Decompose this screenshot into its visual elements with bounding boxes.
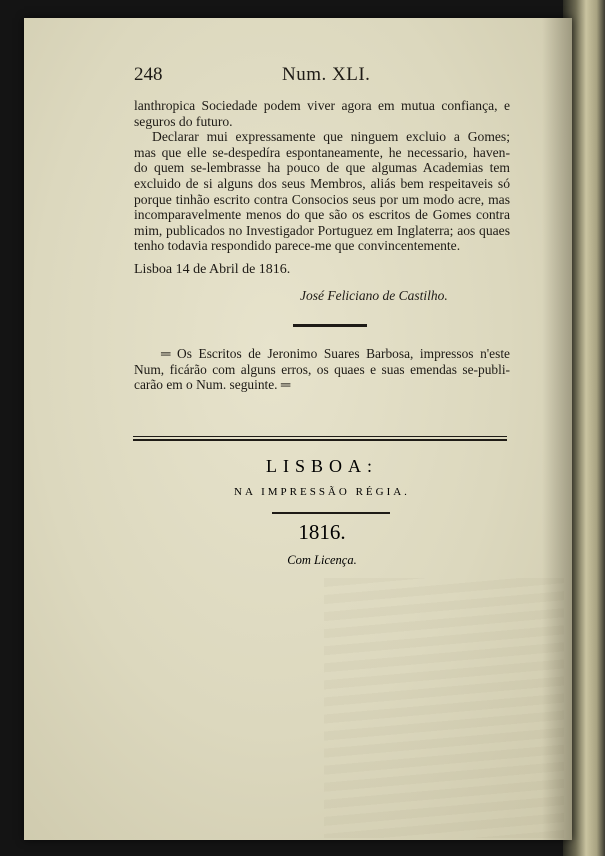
imprint-city: LISBOA: [265,456,378,476]
imprint-rule [272,512,390,514]
imprint-year: 1816. [298,520,346,544]
running-head: Num. XLI. [282,64,371,85]
body-text [134,98,510,254]
body-line: mim, publicados no Investigador Portuguez em Inglaterra; aos quaes [134,222,510,238]
note-line: Num, ficárão com alguns erros, os quaes e suas emendas se-publi- [134,361,510,377]
dateline: Lisboa 14 de Abril de 1816. [134,262,291,277]
double-rule-divider [133,436,507,441]
note-line: carão em o Num. seguinte. ═ [134,377,291,393]
imprint-license: Com Licença. [287,553,357,567]
page-number: 248 [134,64,163,85]
signature: José Feliciano de Castilho. [300,288,448,303]
body-line: seguros do futuro. [134,113,233,129]
body-line: do quem se-lembrasse ha pouco de que algumas Academias tem [134,160,510,176]
body-line: excluido de si alguns dos seus Membros, aliás bem respeitaveis só [134,175,510,191]
body-line: lanthropica Sociedade podem viver agora em mutua confiança, e [134,98,510,113]
note-line: ═ Os Escritos de Jeronimo Suares Barbosa, impressos n'este [161,346,510,361]
body-line: porque tinhão escrito contra Consocios seus por um modo acre, mas [134,191,510,207]
show-through-texture [324,578,564,838]
errata-note [134,346,510,393]
body-line: mas que elle se-despedíra espontaneamente, he necessario, haven- [134,144,510,160]
body-line: Declarar mui expressamente que ninguem excluio a Gomes; [152,129,510,145]
body-line: incomparavelmente menos do que são os escritos de Gomes contra [134,207,510,223]
body-line: tenho todavia respondido parece-me que convincentemente. [134,238,461,254]
section-divider [293,324,367,327]
imprint-press: NA IMPRESSÃO RÉGIA. [234,486,410,498]
